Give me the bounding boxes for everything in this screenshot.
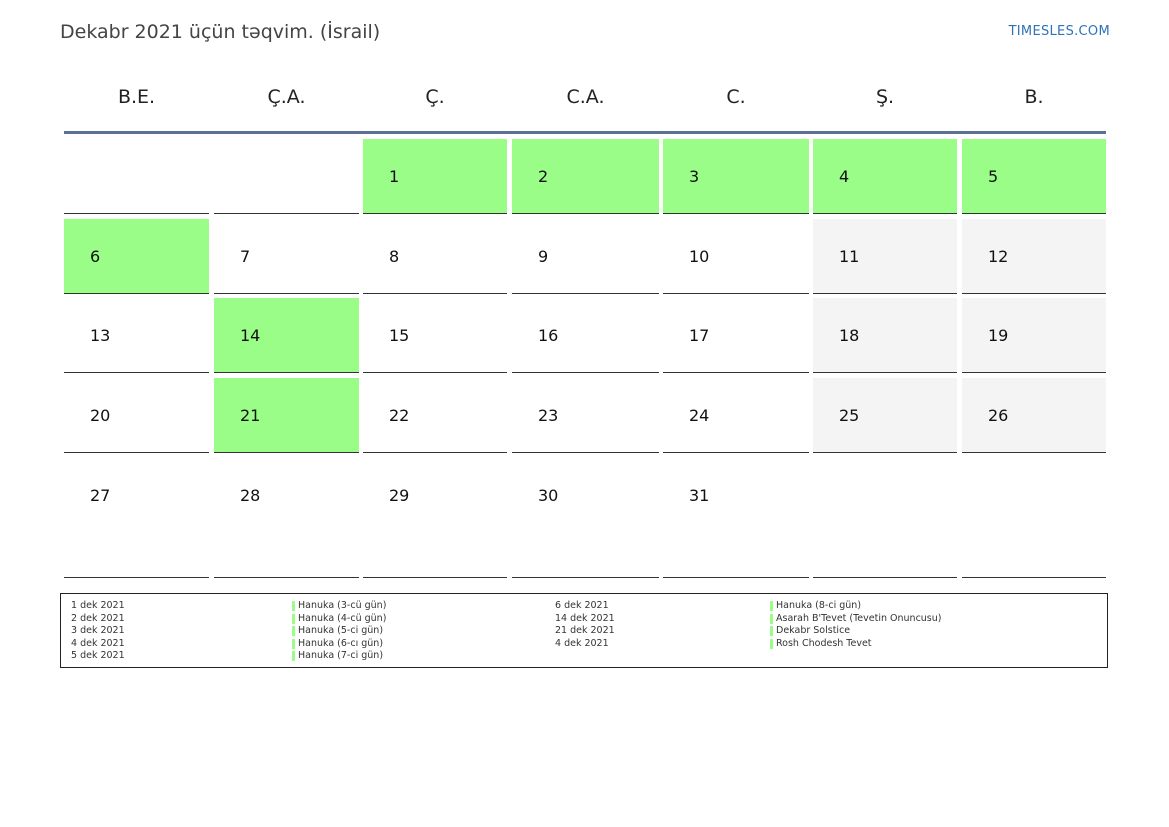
day-number: 23 (538, 406, 559, 425)
legend-date: 1 dek 2021 (71, 600, 125, 611)
calendar-day-26[interactable] (962, 378, 1106, 453)
calendar-day-7[interactable] (214, 219, 359, 294)
legend-color-marker (292, 626, 295, 636)
legend-color-marker (292, 651, 295, 661)
calendar-empty-cell (962, 458, 1106, 578)
legend-color-marker (770, 639, 773, 649)
calendar-day-5[interactable] (962, 139, 1106, 214)
page-title: Dekabr 2021 üçün təqvim. (İsrail) (60, 21, 381, 43)
day-number: 11 (839, 247, 860, 266)
calendar-day-31[interactable] (663, 458, 809, 578)
calendar-day-29[interactable] (363, 458, 507, 578)
calendar-day-12[interactable] (962, 219, 1106, 294)
calendar-day-11[interactable] (813, 219, 957, 294)
day-number: 5 (988, 167, 999, 186)
day-number: 6 (90, 247, 101, 266)
legend-date: 3 dek 2021 (71, 625, 125, 636)
day-number: 4 (839, 167, 850, 186)
legend-holiday-name (292, 613, 386, 625)
calendar-day-21[interactable] (214, 378, 359, 453)
weekday-header: B. (1024, 86, 1044, 108)
calendar-empty-cell (64, 139, 209, 214)
calendar-day-19[interactable] (962, 298, 1106, 373)
day-number: 25 (839, 406, 860, 425)
day-number: 13 (90, 326, 111, 345)
legend-holiday-name (770, 600, 861, 612)
legend-holiday-name (292, 625, 383, 637)
day-number: 30 (538, 486, 559, 505)
day-number: 15 (389, 326, 410, 345)
day-number: 17 (689, 326, 710, 345)
calendar-day-14[interactable] (214, 298, 359, 373)
day-number: 3 (689, 167, 700, 186)
calendar-day-9[interactable] (512, 219, 659, 294)
day-number: 20 (90, 406, 111, 425)
day-number: 1 (389, 167, 400, 186)
day-number: 12 (988, 247, 1009, 266)
legend-holiday-label: Dekabr Solstice (776, 625, 851, 636)
weekday-header: Ç.A. (267, 86, 306, 108)
day-number: 31 (689, 486, 710, 505)
calendar-day-22[interactable] (363, 378, 507, 453)
legend-date: 6 dek 2021 (555, 600, 609, 611)
weekday-header: Ş. (875, 86, 895, 108)
day-number: 26 (988, 406, 1009, 425)
day-number: 8 (389, 247, 400, 266)
legend-date: 5 dek 2021 (71, 650, 125, 661)
weekday-header: C.A. (566, 86, 605, 108)
legend-date: 21 dek 2021 (555, 625, 615, 636)
calendar-day-24[interactable] (663, 378, 809, 453)
calendar-day-23[interactable] (512, 378, 659, 453)
legend-color-marker (770, 626, 773, 636)
day-number: 16 (538, 326, 559, 345)
calendar-day-3[interactable] (663, 139, 809, 214)
weekday-header: C. (726, 86, 746, 108)
calendar-day-13[interactable] (64, 298, 209, 373)
legend-holiday-name (292, 600, 386, 612)
legend-holiday-name (770, 613, 942, 625)
day-number: 21 (240, 406, 261, 425)
legend-holiday-label: Hanuka (3-cü gün) (298, 600, 387, 611)
legend-date: 4 dek 2021 (555, 637, 609, 649)
legend-holiday-label: Rosh Chodesh Tevet (776, 637, 872, 649)
legend-color-marker (292, 614, 295, 624)
legend-holiday-label: Hanuka (8-ci gün) (776, 600, 862, 611)
legend-date: 14 dek 2021 (555, 612, 615, 624)
legend-holiday-name (292, 650, 383, 662)
day-number: 29 (389, 486, 410, 505)
legend-color-marker (770, 614, 773, 624)
day-number: 22 (389, 406, 410, 425)
legend-holiday-label: Hanuka (7-ci gün) (298, 650, 384, 661)
day-number: 19 (988, 326, 1009, 345)
legend-holiday-name (770, 638, 872, 650)
day-number: 9 (538, 247, 549, 266)
calendar-day-28[interactable] (214, 458, 359, 578)
day-number: 18 (839, 326, 860, 345)
calendar-day-16[interactable] (512, 298, 659, 373)
calendar-day-8[interactable] (363, 219, 507, 294)
legend-date: 4 dek 2021 (71, 637, 125, 649)
weekday-header: Ç. (425, 86, 445, 108)
day-number: 10 (689, 247, 710, 266)
legend-holiday-name (292, 638, 383, 650)
calendar-day-17[interactable] (663, 298, 809, 373)
day-number: 24 (689, 406, 710, 425)
legend-holiday-name (770, 625, 850, 637)
calendar-day-10[interactable] (663, 219, 809, 294)
legend-color-marker (292, 601, 295, 611)
calendar-day-1[interactable] (363, 139, 507, 214)
calendar-day-15[interactable] (363, 298, 507, 373)
day-number: 2 (538, 167, 549, 186)
calendar-empty-cell (214, 139, 359, 214)
calendar-day-2[interactable] (512, 139, 659, 214)
legend-holiday-label: Hanuka (4-cü gün) (298, 612, 387, 624)
day-number: 7 (240, 247, 251, 266)
legend-holiday-label: Asarah B'Tevet (Tevetin Onuncusu) (776, 612, 942, 624)
calendar-day-4[interactable] (813, 139, 957, 214)
holiday-legend (60, 593, 1108, 668)
calendar-day-6[interactable] (64, 219, 209, 294)
day-number: 14 (240, 326, 261, 345)
calendar-day-18[interactable] (813, 298, 957, 373)
legend-color-marker (292, 639, 295, 649)
calendar-empty-cell (813, 458, 957, 578)
calendar-day-27[interactable] (64, 458, 209, 578)
day-number: 27 (90, 486, 111, 505)
weekday-header: B.E. (117, 86, 156, 108)
legend-holiday-label: Hanuka (5-ci gün) (298, 625, 384, 636)
brand-link[interactable]: TIMESLES.COM (1008, 24, 1110, 39)
legend-color-marker (770, 601, 773, 611)
legend-date: 2 dek 2021 (71, 612, 125, 624)
calendar-day-25[interactable] (813, 378, 957, 453)
day-number: 28 (240, 486, 261, 505)
calendar-day-20[interactable] (64, 378, 209, 453)
legend-holiday-label: Hanuka (6-cı gün) (298, 637, 384, 649)
calendar-day-30[interactable] (512, 458, 659, 578)
